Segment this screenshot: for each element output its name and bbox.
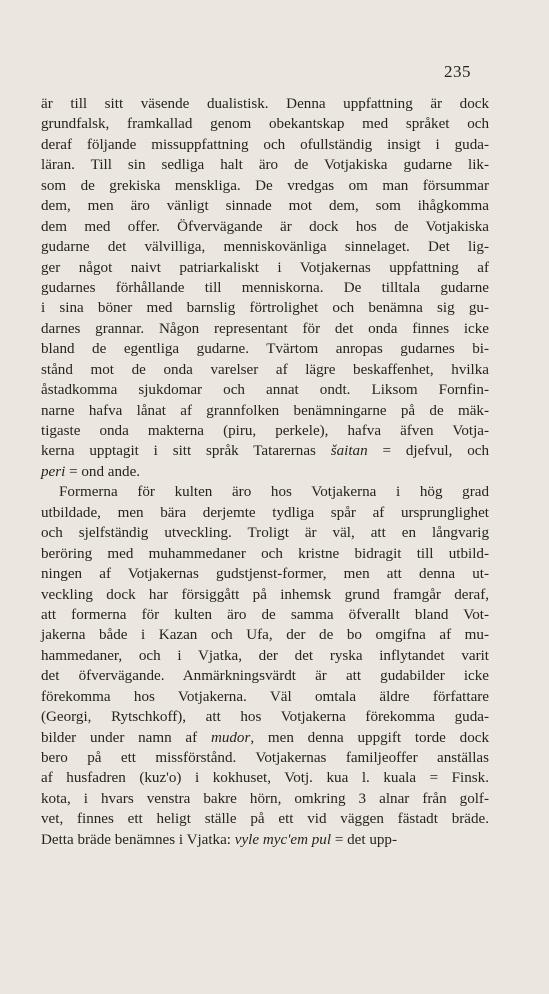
text-line (41, 809, 489, 829)
italic-term: mudor (210, 729, 251, 746)
text-line (41, 155, 489, 175)
text-run: stånd mot de onda varelser af lägre beskaffenhet, hvilka (41, 361, 489, 378)
text-run: tigaste onda makterna (piru, perkele), hafva äfven Votja- (41, 423, 489, 439)
text-line (41, 830, 489, 850)
text-run: bero på ett missförstånd. Votjakernas familjeoffer anställas (41, 750, 489, 766)
text-line (41, 646, 489, 666)
paragraph (41, 482, 489, 850)
text-run: , men denna uppgift torde dock (250, 729, 489, 746)
text-run: hammedaner, och i Vjatka, der det ryska inflytandet varit (41, 647, 489, 664)
text-run: är till sitt väsende dualistisk. Denna uppfattning är dock (41, 96, 489, 112)
text-line (41, 360, 489, 380)
text-run: bland de egentliga gudarne. Tvärtom anropas gudarnes bi- (41, 341, 489, 358)
text-run: kota, i hvars venstra bakre hörn, omkring 3 alnar från golf- (41, 790, 489, 807)
text-line (41, 401, 489, 421)
italic-term: vyle myc'em pul (234, 831, 332, 848)
paragraph (41, 94, 489, 482)
text-line (41, 217, 489, 237)
text-run: Formerna för kulten äro hos Votjakerna i hög grad (59, 484, 489, 501)
italic-term: peri (41, 463, 66, 480)
text-line (41, 707, 489, 727)
text-run: åstadkomma sjukdomar och annat ondt. Liksom Fornfin- (41, 382, 489, 399)
text-line (41, 625, 489, 645)
text-run: som de grekiska menskliga. De vredgas om man försummar (41, 177, 489, 194)
text-run: läran. Till sin sedliga halt äro de Votjakiska gudarne lik- (41, 157, 489, 174)
text-line (41, 462, 489, 482)
text-line (41, 94, 489, 114)
text-line (41, 176, 489, 196)
text-line (41, 237, 489, 257)
text-run: att formerna för kulten äro de samma öfverallt bland Vot- (41, 606, 489, 623)
text-line (41, 585, 489, 605)
text-line (41, 605, 489, 625)
text-run: dem, men äro vänligt sinnade mot dem, som ihågkomma (41, 198, 489, 215)
text-run: ger något naivt patriarkaliskt i Votjakernas uppfattning af (41, 259, 489, 276)
text-line (41, 789, 489, 809)
text-line (41, 768, 489, 788)
text-run: Detta bräde benämnes i Vjatka: (41, 831, 235, 848)
text-run: = ond ande. (65, 463, 141, 480)
text-line (41, 666, 489, 686)
text-line (41, 441, 489, 461)
text-run: det öfvervägande. Anmärkningsvärdt är att gudabilder icke (41, 668, 489, 685)
body-text (41, 94, 489, 850)
text-line (41, 544, 489, 564)
text-run: ningen af Votjakernas gudstjenst-former, men att denna ut- (41, 566, 489, 583)
text-run: kerna upptagit i sitt språk Tatarernas (41, 443, 331, 460)
page-number: 235 (444, 62, 471, 81)
text-line (41, 135, 489, 155)
text-line (41, 196, 489, 216)
text-run: grundfalsk, framkallad genom obekantskap med språket och (41, 116, 489, 133)
text-run: jakerna både i Kazan och Ufa, der de bo omgifna af mu- (41, 627, 489, 644)
text-run: bilder under namn af (41, 729, 211, 746)
text-run: darnes grannar. Någon representant för det onda finnes icke (41, 320, 489, 337)
text-line (41, 523, 489, 543)
text-run: gudarne det välvilliga, menniskovänliga sinnelaget. Det lig- (41, 239, 489, 256)
text-run: i sina böner med barnslig förtrolighet och benämna sig gu- (41, 300, 489, 317)
text-run: = det upp- (331, 831, 397, 848)
text-line (41, 298, 489, 318)
text-run: (Georgi, Rytschkoff), att hos Votjakerna förekomma guda- (41, 709, 489, 726)
text-line (41, 503, 489, 523)
text-line (41, 380, 489, 400)
text-line (41, 482, 489, 502)
text-run: deraf följande missuppfattning och ofullständig insigt i guda- (41, 136, 489, 153)
text-run: och sjelfständig utveckling. Troligt är väl, att en långvarig (41, 525, 489, 542)
text-run: gudarnes förhållande till menniskorna. De tilltala gudarne (41, 279, 489, 296)
text-line (41, 114, 489, 134)
text-run: beröring med muhammedaner och kristne bidragit till utbild- (41, 545, 489, 562)
text-line (41, 258, 489, 278)
text-run: förekomma hos Votjakerna. Väl omtala äldre författare (41, 688, 489, 705)
text-run: veckling dock har försiggått på inhemsk grund framgår deraf, (41, 586, 489, 603)
text-run: vet, finnes ett heligt ställe på ett vid väggen fästadt bräde. (41, 811, 489, 828)
text-run: = djefvul, och (367, 443, 489, 460)
text-line (41, 278, 489, 298)
text-run: utbildade, men bära derjemte tydliga spår af ursprunglighet (41, 504, 489, 521)
text-line (41, 748, 489, 768)
text-line (41, 319, 489, 339)
text-run: af husfadren (kuz'o) i kokhuset, Votj. kua l. kuala = Finsk. (41, 770, 489, 787)
text-run: dem med offer. Öfvervägande är dock hos de Votjakiska (41, 218, 489, 235)
text-line (41, 728, 489, 748)
text-line (41, 421, 489, 441)
text-line (41, 687, 489, 707)
text-run: narne hafva lånat af grannfolken benämningarne på de mäk- (41, 402, 489, 419)
text-line (41, 564, 489, 584)
text-line (41, 339, 489, 359)
italic-term: šaitan (330, 443, 368, 460)
